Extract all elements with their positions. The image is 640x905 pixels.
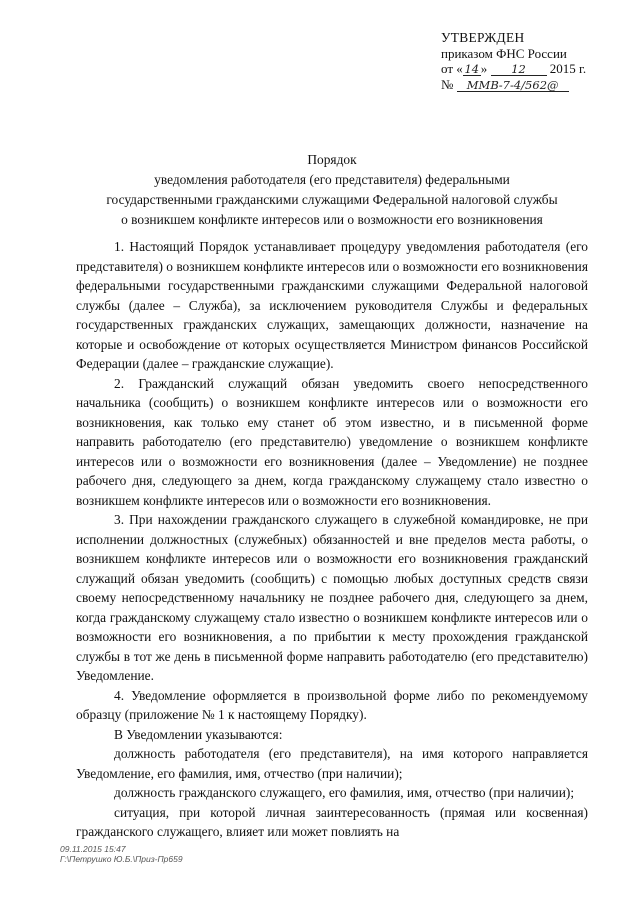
title-heading: Порядок [307, 152, 357, 167]
approval-number-line [441, 77, 586, 93]
paragraph-1: 1. Настоящий Порядок устанавливает процедуру уведомления работодателя (его представителя) о возникшем конфликте интересов или о возможности его возникновения федеральными государственными гражданскими служащими Федеральной налоговой службы (далее – Служба), за исключением руководителя Службы и федеральных государственных гражданских служащих, замещающих должности, назначение на которые и освобождение от которых осуществляется Министром финансов Российской Федерации (далее – гражданские служащие). [76, 239, 588, 371]
date-day: 14 [464, 62, 480, 76]
date-prefix: от « [441, 61, 463, 76]
approval-title: УТВЕРЖДЕН [441, 30, 525, 45]
paragraph-5: В Уведомлении указываются: [114, 726, 283, 742]
date-year: 2015 г. [549, 61, 587, 76]
title-line-1: уведомления работодателя (его представителя) федеральными [154, 172, 510, 187]
date-month: 12 [491, 63, 547, 76]
title-line-3: о возникшем конфликте интересов или о возможности его возникновения [121, 212, 543, 227]
approval-stamp [441, 30, 586, 92]
approval-number: ММВ-7-4/562@ [457, 79, 569, 92]
paragraph-7: должность гражданского служащего, его фамилия, имя, отчество (при наличии); [114, 785, 575, 800]
footer-file-path: Г:\Петрушко Ю.Б.\Приз-Пр659 [60, 854, 183, 864]
file-footer [60, 844, 183, 864]
paragraph-4: 4. Уведомление оформляется в произвольной форме либо по рекомендуемому образцу (приложение № 1 к настоящему Порядку). [76, 687, 588, 722]
number-prefix: № [441, 76, 454, 92]
document-title [72, 150, 592, 230]
date-mid: » [480, 61, 488, 76]
paragraph-6: должность работодателя (его представителя), на имя которого направляется Уведомление, его фамилия, имя, отчество (при наличии); [76, 746, 588, 781]
paragraph-3: 3. При нахождении гражданского служащего в служебной командировке, не при исполнении должностных (служебных) обязанностей и вне пределов места работы, о возникшем конфликте интересов или о возможности его возникновения гражданский служащий обязан уведомить (сообщить) с помощью любых доступных средств связи своему непосредственному начальнику не позднее рабочего дня, следующего за днем, когда гражданскому служащему стало известно о возникшем конфликте интересов или о возможности его возникновения, а по прибытии к месту прохождения гражданской службы в тот же день в письменной форме направить работодателю (его представителю) Уведомление. [76, 512, 588, 683]
approval-order-line: приказом ФНС России [441, 45, 567, 61]
title-line-2: государственными гражданскими служащими Федеральной налоговой службы [106, 192, 558, 207]
paragraph-8: ситуация, при которой личная заинтересованность (прямая или косвенная) гражданского служащего, влияет или может повлиять на [76, 804, 588, 839]
document-body [76, 237, 588, 842]
footer-timestamp: 09.11.2015 15:47 [60, 844, 126, 854]
approval-date-line [441, 61, 586, 77]
paragraph-2: 2. Гражданский служащий обязан уведомить своего непосредственного начальника (сообщить) о возникшем конфликте интересов или о возможности его возникновения, как только ему станет об этом известно, и в письменной форме направить работодателю (его представителю) уведомление о возникшем конфликте интересов или о возможности его возникновения (далее – Уведомление) не позднее рабочего дня, следующего за днем, когда гражданскому служащему стало известно о возникшем конфликте интересов или о возможности его возникновения. [76, 375, 588, 508]
